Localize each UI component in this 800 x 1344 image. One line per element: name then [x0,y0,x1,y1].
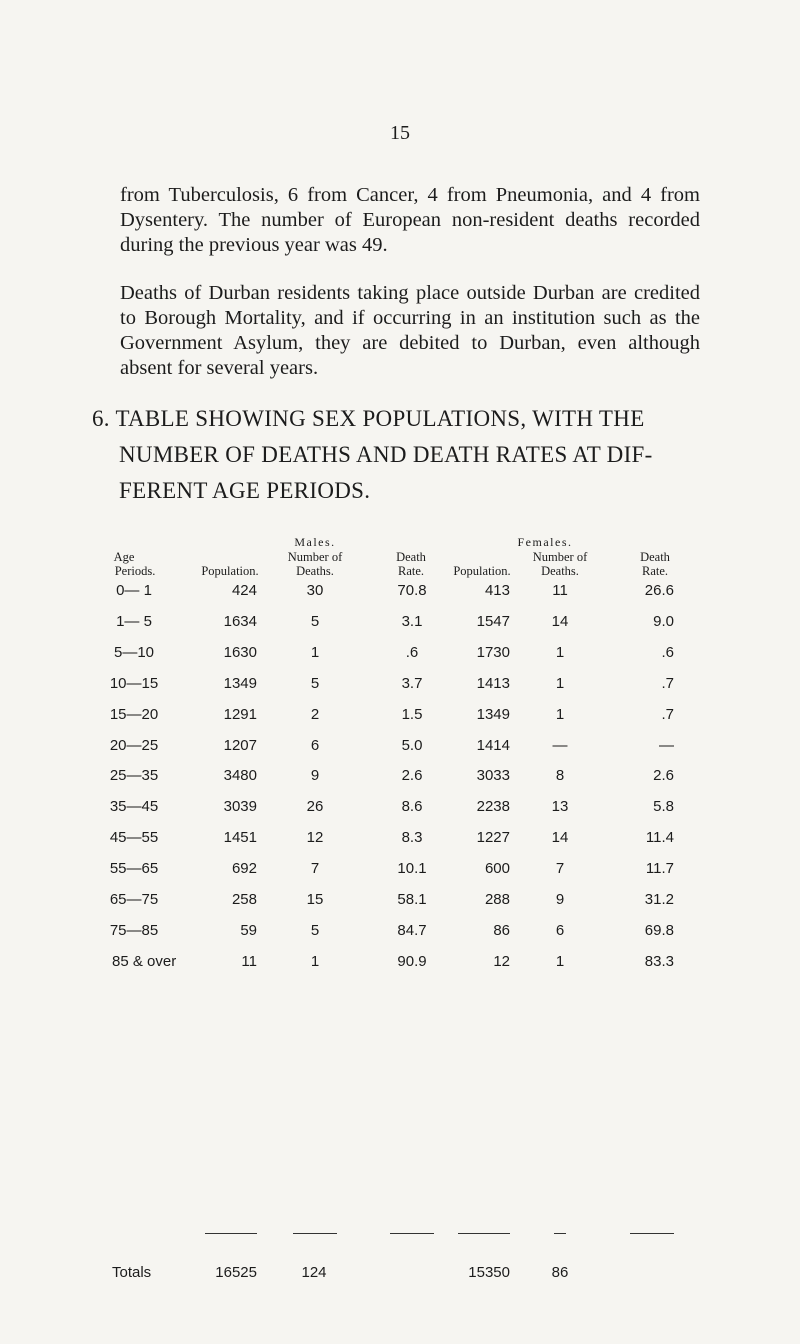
male-rate-cell: 70.8 [397,582,427,599]
male-rate-cell: .6 [405,644,419,661]
age-period-cell: 65—75 [109,891,159,908]
female-deaths-cell: 11 [552,582,568,599]
female-population-cell: 288 [484,891,510,908]
male-rate-cell: 2.6 [401,767,423,784]
female-deaths-cell: 1 [555,953,565,970]
male-rate-cell: 5.0 [401,737,423,754]
male-deaths-total-rule [293,1233,337,1234]
male-rate-cell: 90.9 [397,953,427,970]
male-deaths-cell: 15 [306,891,324,908]
male-population-cell: 3480 [223,767,257,784]
age-period-cell: 85 & over [112,953,177,970]
male-population-cell: 1291 [223,706,257,723]
male-deaths-cell: 5 [310,675,320,692]
male-rate-cell: 10.1 [397,860,427,877]
female-population-cell: 2238 [476,798,510,815]
female-population-cell: 1349 [476,706,510,723]
female-deaths-cell: 6 [555,922,565,939]
female-rate-cell: .7 [661,706,674,723]
totals-female-deaths: 86 [551,1264,569,1281]
male-population-cell: 59 [240,922,257,939]
female-population-cell: 600 [484,860,510,877]
table-title-line-1: TABLE SHOWING SEX POPULATIONS, WITH THE [115,406,645,431]
female-population-header: Population. [453,564,511,578]
female-deaths-header-line-2: Deaths. [541,564,579,578]
female-population-cell: 3033 [476,767,510,784]
female-rate-cell: 5.8 [653,798,674,815]
paragraph-outside-deaths: Deaths of Durban residents taking place outside Durban are credited to Borough Mortality, and if occurring in an institution such as the Government Asylum, they are debited to Durban, even although absent for several years. [120,281,700,379]
female-rate-cell: 31.2 [644,891,674,908]
female-population-cell: 1414 [476,737,510,754]
totals-male-deaths: 124 [301,1264,327,1281]
female-deaths-cell: 1 [555,644,565,661]
totals-female-population: 15350 [468,1264,510,1281]
males-group-header: Males. [294,535,336,549]
male-population-cell: 1207 [223,737,257,754]
age-period-cell: 45—55 [109,829,159,846]
female-deaths-cell: 8 [555,767,565,784]
age-period-cell: 1— 5 [116,613,152,630]
female-population-total-rule [458,1233,510,1234]
table-title-number: 6. [92,406,110,431]
male-deaths-cell: 2 [310,706,320,723]
female-rate-cell: 11.7 [645,860,674,877]
age-period-cell: 35—45 [109,798,159,815]
page-number: 15 [390,122,410,144]
male-rate-cell: 3.1 [401,613,423,630]
female-rate-total-rule [630,1233,674,1234]
paragraph-tuberculosis: from Tuberculosis, 6 from Cancer, 4 from Pneumonia, and 4 from Dysentery. The number of European non-resident deaths recorded during the previous year was 49. [120,183,700,256]
male-rate-cell: 8.6 [401,798,423,815]
male-population-cell: 1349 [223,675,257,692]
male-deaths-cell: 12 [306,829,324,846]
male-deaths-cell: 1 [310,953,320,970]
female-population-cell: 413 [484,582,510,599]
age-period-cell: 55—65 [109,860,159,877]
age-period-cell: 25—35 [109,767,159,784]
male-population-header: Population. [201,564,259,578]
female-deaths-cell: 13 [551,798,569,815]
age-period-cell: 15—20 [109,706,159,723]
female-deaths-cell: 14 [551,829,569,846]
male-deaths-cell: 1 [310,644,320,661]
female-deaths-cell: — [552,737,568,754]
female-rate-cell: .7 [661,675,674,692]
age-period-cell: 20—25 [109,737,159,754]
female-rate-cell: 9.0 [653,613,674,630]
female-rate-cell: — [659,737,674,754]
age-header-line-1: Age [113,550,135,564]
totals-label: Totals [112,1264,152,1281]
female-rate-cell: 69.8 [644,922,674,939]
female-rate-cell: 83.3 [644,953,674,970]
male-rate-cell: 84.7 [397,922,427,939]
age-period-cell: 10—15 [109,675,159,692]
table-title-line-2: NUMBER OF DEATHS AND DEATH RATES AT DIF- [119,442,653,467]
male-deaths-cell: 30 [306,582,324,599]
male-population-cell: 1630 [223,644,257,661]
female-rate-cell: 2.6 [653,767,674,784]
male-population-total-rule [205,1233,257,1234]
female-rate-cell: .6 [661,644,674,661]
male-deaths-header-line-1: Number of [287,550,343,564]
male-deaths-cell: 26 [306,798,324,815]
male-population-cell: 1634 [223,613,257,630]
female-rate-cell: 11.4 [645,829,674,846]
male-deaths-cell: 6 [310,737,320,754]
age-period-cell: 5—10 [113,644,155,661]
male-deaths-cell: 5 [310,922,320,939]
female-deaths-header-line-1: Number of [532,550,588,564]
male-population-cell: 258 [231,891,257,908]
age-period-cell: 0— 1 [116,582,152,599]
female-deaths-cell: 7 [555,860,565,877]
females-group-header: Females. [517,535,573,549]
male-population-cell: 692 [231,860,257,877]
male-population-cell: 424 [231,582,257,599]
female-population-cell: 86 [493,922,510,939]
female-population-cell: 1413 [476,675,510,692]
male-rate-header-line-1: Death [396,550,426,564]
male-rate-cell: 58.1 [397,891,427,908]
female-rate-header-line-1: Death [640,550,670,564]
male-rate-cell: 8.3 [401,829,423,846]
male-rate-cell: 1.5 [401,706,423,723]
male-rate-cell: 3.7 [401,675,423,692]
female-population-cell: 1730 [476,644,510,661]
male-population-cell: 11 [241,953,257,970]
female-rate-header-line-2: Rate. [641,564,669,578]
age-period-cell: 75—85 [109,922,159,939]
male-population-cell: 3039 [223,798,257,815]
male-rate-header-line-2: Rate. [397,564,425,578]
female-deaths-cell: 9 [555,891,565,908]
female-population-cell: 1547 [476,613,510,630]
age-header-line-2: Periods. [114,564,156,578]
female-population-cell: 1227 [476,829,510,846]
table-title-line-3: FERENT AGE PERIODS. [119,478,371,503]
female-rate-cell: 26.6 [644,582,674,599]
male-population-cell: 1451 [223,829,257,846]
totals-male-population: 16525 [215,1264,257,1281]
male-deaths-header-line-2: Deaths. [296,564,334,578]
male-deaths-cell: 7 [310,860,320,877]
male-deaths-cell: 9 [310,767,320,784]
female-deaths-total-rule [554,1233,566,1234]
female-deaths-cell: 14 [551,613,569,630]
male-rate-total-rule [390,1233,434,1234]
male-deaths-cell: 5 [310,613,320,630]
female-deaths-cell: 1 [555,675,565,692]
female-population-cell: 12 [493,953,510,970]
female-deaths-cell: 1 [555,706,565,723]
